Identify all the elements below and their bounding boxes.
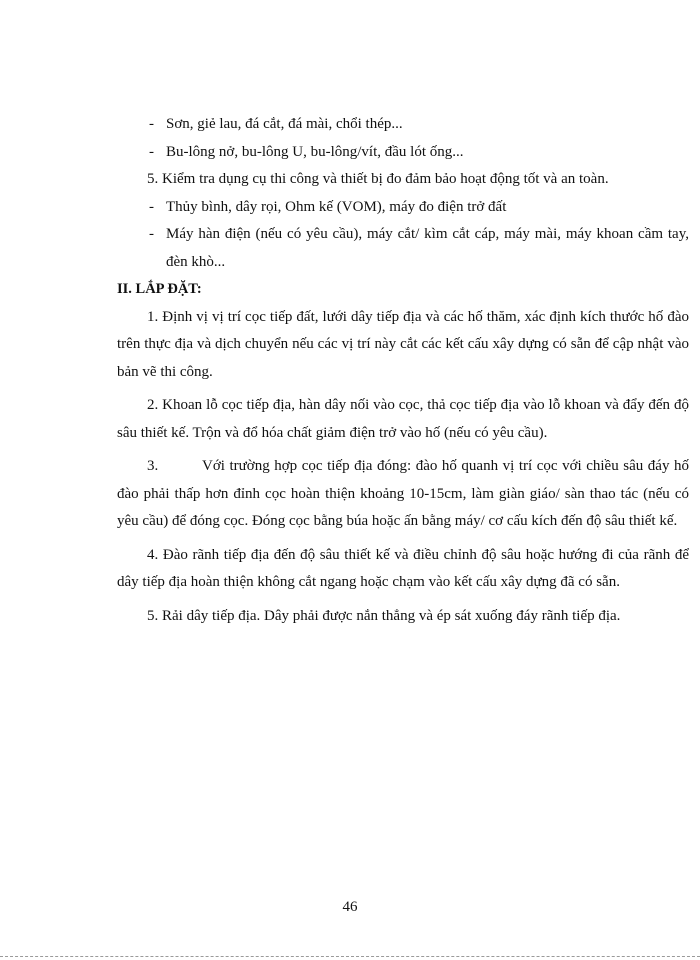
bullet-dash: -: [149, 143, 154, 160]
install-step-3-text: Với trường hợp cọc tiếp địa đóng: đào hố quanh vị trí cọc với chiều sâu đáy hố đào phải thấp hơn đỉnh cọc hoàn thiện khoảng 10-15cm, làm giàn giáo/ sàn thao tác (nếu có yêu cầu) để đóng cọc. Đóng cọc bằng búa hoặc ấn bằng máy/ cơ cấu kích đến độ sâu thiết kế.: [117, 458, 689, 529]
bullet-dash: -: [149, 226, 154, 242]
list-item: [117, 194, 689, 222]
section-heading: II. LẮP ĐẶT:: [117, 281, 202, 297]
paragraph-item-5-check-tools: 5. Kiểm tra dụng cụ thi công và thiết bị đo đảm bảo hoạt động tốt và an toàn.: [147, 171, 609, 187]
install-step-1: 1. Định vị vị trí cọc tiếp đất, lưới dây tiếp địa và các hố thăm, xác định kích thước hố đào trên thực địa và dịch chuyển nếu các vị trí này cắt các kết cấu xây dựng có sẵn để cập nhật vào bản vẽ thi công.: [117, 308, 689, 380]
document-body: [117, 111, 689, 630]
list-item: [117, 111, 689, 139]
install-step-3: [117, 453, 689, 536]
install-step-2: 2. Khoan lỗ cọc tiếp địa, hàn dây nối vào cọc, thả cọc tiếp địa vào lỗ khoan và đẩy đến độ sâu thiết kế. Trộn và đổ hóa chất giảm điện trở vào hố (nếu có yêu cầu).: [117, 397, 689, 441]
list-item: [117, 139, 689, 167]
bullet-dash: -: [149, 198, 154, 215]
install-step-4: 4. Đào rãnh tiếp địa đến độ sâu thiết kế và điều chỉnh độ sâu hoặc hướng đi của rãnh để dây tiếp địa hoàn thiện không cắt ngang hoặc chạm vào kết cấu xây dựng đã có sẵn.: [117, 546, 689, 590]
bullet-dash: -: [149, 116, 154, 132]
install-step-3-number: 3.: [147, 458, 159, 474]
list-item: [117, 221, 689, 276]
footer-divider: [0, 956, 700, 957]
list-item-text: Thủy bình, dây rọi, Ohm kế (VOM), máy đo điện trở đất: [166, 198, 507, 215]
list-item-text: Bu-lông nở, bu-lông U, bu-lông/vít, đầu lót ống...: [166, 143, 464, 160]
list-item-text: Máy hàn điện (nếu có yêu cầu), máy cắt/ kìm cắt cáp, máy mài, máy khoan cầm tay, đèn khò...: [166, 226, 689, 270]
page-number: 46: [342, 899, 358, 915]
install-step-5: 5. Rải dây tiếp địa. Dây phải được nắn thẳng và ép sát xuống đáy rãnh tiếp địa.: [147, 607, 621, 624]
list-item-text: Sơn, giẻ lau, đá cắt, đá mài, chổi thép...: [166, 116, 403, 132]
